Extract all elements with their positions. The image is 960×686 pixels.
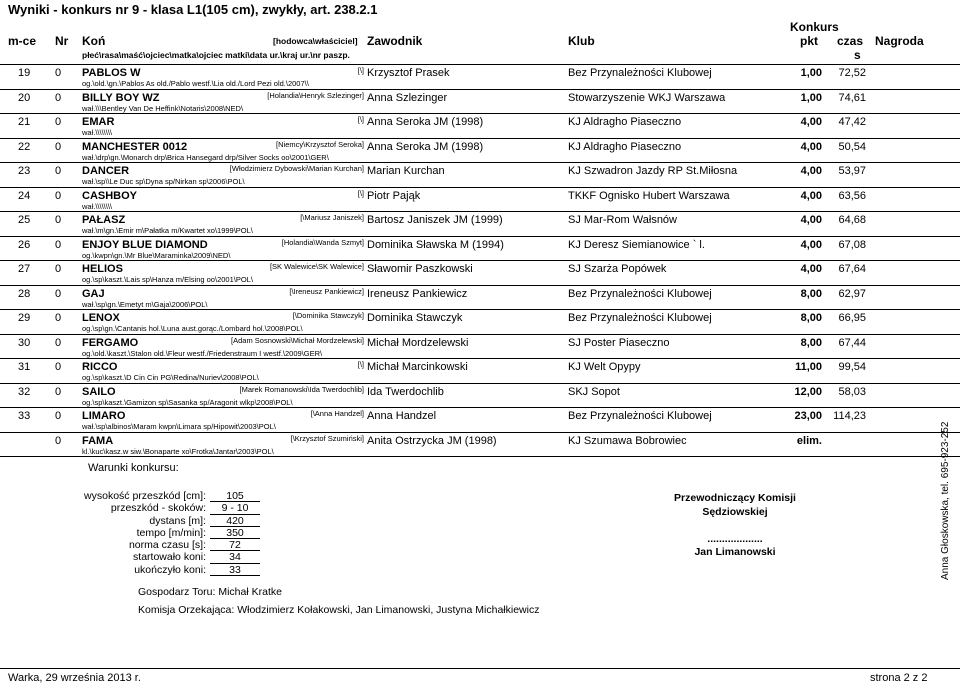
condition-row — [80, 551, 340, 563]
jury-title-line1: Przewodniczący Komisji — [674, 492, 796, 504]
condition-value: 72 — [210, 539, 260, 551]
result-nr: 0 — [55, 434, 62, 447]
result-time: 74,61 — [838, 91, 866, 104]
result-points: 4,00 — [800, 214, 822, 226]
club-name: Bez Przynależności Klubowej — [568, 410, 712, 422]
result-nr: 0 — [55, 238, 62, 251]
club-name: Bez Przynależności Klubowej — [568, 287, 712, 300]
table-row — [0, 433, 960, 458]
horse-owner: [\] — [357, 360, 364, 369]
table-row — [0, 310, 960, 335]
result-nr: 0 — [55, 263, 62, 275]
result-nr: 0 — [55, 410, 62, 422]
club-name: KJ Welt Opypy — [568, 361, 641, 373]
horse-owner: [\Krzysztof Szumiński] — [290, 433, 364, 443]
rider-name: Piotr Pająk — [367, 189, 421, 202]
header-rider: Zawodnik — [367, 34, 423, 48]
result-time: 62,97 — [838, 287, 866, 300]
footer-divider — [0, 668, 960, 669]
horse-owner: [Holandia\Wanda Szmyt] — [281, 237, 364, 247]
result-points: 8,00 — [800, 336, 822, 349]
result-nr: 0 — [55, 189, 62, 202]
condition-value: 350 — [210, 527, 260, 539]
horse-pedigree: kl.\kuc\kasz.w siw.\Bonaparte xo\Frotka\Jantar\2003\POL\ — [82, 446, 274, 456]
rider-name: Anna Szlezinger — [367, 91, 448, 104]
result-place: 32 — [18, 385, 31, 398]
result-place: 27 — [18, 263, 31, 275]
horse-owner: [Niemcy\Krzysztof Seroka] — [276, 139, 364, 149]
header-horse-sub: płeć\rasa\maść\ojciec\matka\ojciec matki\data ur.\kraj ur.\nr paszp. — [82, 50, 350, 60]
horse-pedigree: og.\old.\gn.\Pablos As old./Pablo westf.\Lia old./Lord Pezi old.\2007\\ — [82, 79, 309, 88]
result-place: 31 — [18, 361, 31, 373]
horse-name: LENOX — [82, 312, 120, 324]
table-row — [0, 261, 960, 286]
rider-name: Dominika Stawczyk — [367, 312, 463, 324]
result-nr: 0 — [55, 140, 62, 153]
result-place: 19 — [18, 67, 31, 79]
club-name: Stowarzyszenie WKJ Warszawa — [568, 91, 726, 104]
horse-name: MANCHESTER 0012 — [82, 140, 188, 153]
horse-pedigree: wał.\drp\gn.\Monarch drp\Brica Hansegard drp/Silver Socks oo\2001\GER\ — [82, 152, 329, 162]
club-name: Bez Przynależności Klubowej — [568, 67, 712, 79]
result-place: 29 — [18, 312, 31, 324]
horse-pedigree: wał.\sp\gn.\Emetyt m\Gaja\2006\POL\ — [82, 299, 208, 309]
table-row — [0, 359, 960, 384]
club-name: SKJ Sopot — [568, 385, 620, 398]
rider-name: Bartosz Janiszek JM (1999) — [367, 214, 503, 226]
header-seconds: s — [854, 48, 861, 62]
horse-owner: [\Anna Handzel] — [310, 409, 364, 418]
result-time: 67,64 — [838, 263, 866, 275]
horse-name: GAJ — [82, 287, 105, 300]
condition-row — [80, 527, 340, 539]
judging-committee: Komisja Orzekająca: Włodzimierz Kołakowski, Jan Limanowski, Justyna Michałkiewicz — [138, 604, 540, 616]
result-time: 58,03 — [838, 385, 866, 398]
header-place: m-ce — [8, 34, 37, 48]
condition-label: norma czasu [s]: — [128, 539, 206, 552]
result-time: 114,23 — [833, 410, 866, 422]
condition-label: dystans [m]: — [149, 514, 206, 527]
condition-value: 9 - 10 — [210, 502, 260, 514]
header-horse: Koń — [82, 34, 106, 48]
club-name: KJ Deresz Siemianowice ` l. — [568, 238, 705, 251]
horse-owner: [\Ireneusz Pankiewicz] — [289, 286, 364, 296]
rider-name: Michał Marcinkowski — [367, 361, 468, 373]
horse-name: PABLOS W — [82, 67, 141, 79]
condition-row — [80, 490, 340, 502]
rider-name: Krzysztof Prasek — [367, 67, 450, 79]
result-time: 67,44 — [838, 336, 866, 349]
result-nr: 0 — [55, 214, 62, 226]
condition-row — [80, 564, 340, 576]
table-row — [0, 188, 960, 213]
condition-row — [80, 502, 340, 514]
side-stamp: Anna Głoskowska, tel. 695-923-252 — [940, 421, 951, 580]
club-name: SJ Mar-Rom Wałsnów — [568, 214, 677, 226]
horse-pedigree: og.\sp\kaszt.\D Cin Cin PG\Redina/Nuriev\2008\POL\ — [82, 373, 259, 382]
horse-name: DANCER — [82, 165, 130, 177]
club-name: Bez Przynależności Klubowej — [568, 312, 712, 324]
result-place: 28 — [18, 287, 31, 300]
condition-label: wysokość przeszkód [cm]: — [84, 490, 206, 502]
horse-pedigree: wał.\\\\\\\\ — [82, 128, 113, 137]
result-points: 4,00 — [800, 116, 822, 128]
club-name: KJ Aldragho Piaseczno — [568, 116, 682, 128]
result-place: 33 — [18, 410, 31, 422]
rider-name: Anna Handzel — [367, 410, 437, 422]
horse-pedigree: wał.\sp\albinos\Maram kwpn\Limara sp/Hipowit\2003\POL\ — [82, 422, 276, 431]
horse-pedigree: og.\sp\kaszt.\Gamizon sp\Sasanka sp/Aragonit wlkp\2008\POL\ — [82, 397, 293, 407]
club-name: KJ Aldragho Piaseczno — [568, 140, 682, 153]
result-nr: 0 — [55, 312, 62, 324]
result-time: 64,68 — [838, 214, 866, 226]
condition-value: 105 — [210, 490, 260, 502]
table-row — [0, 163, 960, 188]
result-place: 20 — [18, 91, 31, 104]
result-place: 22 — [18, 140, 31, 153]
horse-owner: [SK Walewice\SK Walewice] — [269, 262, 364, 271]
horse-pedigree: og.\kwpn\gn.\Mr Blue\Maraminka\2009\NED\ — [82, 250, 231, 260]
result-nr: 0 — [55, 361, 62, 373]
club-name: KJ Szwadron Jazdy RP St.Miłosna — [568, 165, 738, 177]
horse-owner: [Włodzimierz Dybowski\Marian Kurchan] — [229, 164, 364, 173]
rider-name: Ida Twerdochlib — [367, 385, 444, 398]
result-nr: 0 — [55, 165, 62, 177]
club-name: TKKF Ognisko Hubert Warszawa — [568, 189, 730, 202]
horse-name: FAMA — [82, 434, 114, 447]
result-place: 23 — [18, 165, 31, 177]
condition-row — [80, 539, 340, 551]
rider-name: Dominika Sławska M (1994) — [367, 238, 504, 251]
result-time: 63,56 — [838, 189, 866, 202]
table-row — [0, 335, 960, 360]
result-nr: 0 — [55, 287, 62, 300]
horse-owner: [\] — [357, 188, 364, 198]
header-pts: pkt — [800, 34, 818, 48]
horse-name: HELIOS — [82, 263, 123, 275]
result-points: 1,00 — [800, 91, 822, 104]
club-name: SJ Szarża Popówek — [568, 263, 667, 275]
header-time: czas — [837, 34, 864, 48]
result-nr: 0 — [55, 116, 62, 128]
horse-owner: [\Mariusz Janiszek] — [300, 213, 364, 222]
horse-pedigree: wał.\\\Bentley Van De Heffink\Notaris\2008\NED\ — [82, 103, 244, 113]
condition-row — [80, 515, 340, 527]
result-points: 8,00 — [800, 312, 822, 324]
header-nr: Nr — [55, 34, 69, 48]
result-points: 11,00 — [795, 361, 822, 373]
footer-place-date: Warka, 29 września 2013 r. — [8, 672, 141, 684]
horse-pedigree: og.\sp\kaszt.\Lais sp\Hanza m/Elsing oo\2001\POL\ — [82, 275, 253, 284]
header-konkurs: Konkurs — [790, 20, 839, 34]
table-row — [0, 408, 960, 433]
result-points: 4,00 — [800, 140, 822, 153]
table-row — [0, 237, 960, 262]
club-name: KJ Szumawa Bobrowiec — [568, 434, 687, 447]
result-place: 24 — [18, 189, 31, 202]
horse-owner: [\] — [357, 115, 364, 124]
club-name: SJ Poster Piaseczno — [568, 336, 670, 349]
header-owner: [hodowca\właściciel] — [273, 36, 358, 46]
result-time: 47,42 — [838, 116, 866, 128]
horse-owner: [Adam Sosnowski\Michał Mordzelewski] — [231, 335, 364, 345]
horse-owner: [Marek Romanowski\Ida Twerdochlib] — [239, 384, 364, 394]
result-points: 12,00 — [794, 385, 822, 398]
condition-label: tempo [m/min]: — [136, 526, 206, 539]
header-club: Klub — [568, 34, 595, 48]
result-points: 1,00 — [800, 67, 822, 79]
horse-name: LIMARO — [82, 410, 126, 422]
rider-name: Sławomir Paszkowski — [367, 263, 473, 275]
jury-title-line2: Sędziowskiej — [702, 505, 768, 518]
result-points: elim. — [796, 434, 822, 447]
result-points: 4,00 — [800, 189, 822, 202]
result-points: 8,00 — [800, 287, 822, 300]
rider-name: Marian Kurchan — [367, 165, 445, 177]
rider-name: Anita Ostrzycka JM (1998) — [367, 434, 497, 447]
horse-owner: [\] — [357, 66, 364, 75]
result-time: 72,52 — [838, 67, 866, 79]
horse-pedigree: wał.\sp\\Le Duc sp\Dyna sp/Nirkan sp\2006\POL\ — [82, 177, 245, 186]
jury-name: Jan Limanowski — [694, 546, 776, 558]
horse-name: SAILO — [82, 385, 116, 398]
condition-label: ukończyło koni: — [134, 563, 206, 576]
horse-name: EMAR — [82, 116, 115, 128]
horse-owner: [\Dominika Stawczyk] — [292, 311, 364, 320]
result-time: 50,54 — [838, 140, 866, 153]
conditions-table — [80, 490, 340, 576]
result-points: 4,00 — [800, 238, 822, 251]
rider-name: Ireneusz Pankiewicz — [367, 287, 468, 300]
horse-pedigree: wał.\\\\\\\\ — [82, 201, 113, 211]
result-nr: 0 — [55, 385, 62, 398]
result-time: 99,54 — [838, 361, 866, 373]
condition-value: 33 — [210, 564, 260, 576]
horse-name: ENJOY BLUE DIAMOND — [82, 238, 208, 251]
jury-blank-line — [660, 519, 810, 533]
horse-name: CASHBOY — [82, 189, 138, 202]
table-row — [0, 384, 960, 409]
result-points: 4,00 — [800, 263, 822, 275]
condition-label: startowało koni: — [133, 551, 206, 564]
result-place: 21 — [18, 116, 31, 128]
jury-signature-dots: ................... — [707, 532, 763, 545]
table-row — [0, 90, 960, 115]
result-points: 23,00 — [794, 410, 822, 422]
horse-pedigree: wał.\m\gn.\Emir m\Pałatka m/Kwartet xo\1999\POL\ — [82, 226, 253, 235]
rider-name: Anna Seroka JM (1998) — [367, 116, 484, 128]
rider-name: Michał Mordzelewski — [367, 336, 469, 349]
table-row — [0, 65, 960, 90]
horse-pedigree: og.\old.\kaszt.\Stalon old.\Fleur westf./Friedenstraum I westf.\2009\GER\ — [82, 348, 323, 358]
rider-name: Anna Seroka JM (1998) — [367, 140, 484, 153]
result-nr: 0 — [55, 67, 62, 79]
result-place: 30 — [18, 336, 31, 349]
jury-signature-box — [660, 492, 810, 560]
horse-name: BILLY BOY WZ — [82, 91, 160, 104]
results-table — [0, 65, 960, 457]
result-time: 66,95 — [838, 312, 866, 324]
table-row — [0, 212, 960, 237]
condition-value: 34 — [210, 551, 260, 563]
horse-pedigree: og.\sp\gn.\Cantanis hol.\Luna aust.gorąc./Lombard hol.\2008\POL\ — [82, 324, 303, 333]
result-points: 4,00 — [800, 165, 822, 177]
result-time: 53,97 — [838, 165, 866, 177]
table-row — [0, 286, 960, 311]
page-title: Wyniki - konkurs nr 9 - klasa L1(105 cm), zwykły, art. 238.2.1 — [8, 2, 378, 17]
table-row — [0, 139, 960, 164]
result-nr: 0 — [55, 336, 62, 349]
header-prize: Nagroda — [875, 34, 924, 48]
result-place: 25 — [18, 214, 31, 226]
horse-name: PAŁASZ — [82, 214, 126, 226]
result-time: 67,08 — [838, 238, 866, 251]
horse-name: FERGAMO — [82, 336, 139, 349]
result-nr: 0 — [55, 91, 62, 104]
footer-page-number: strona 2 z 2 — [870, 672, 928, 684]
result-place: 26 — [18, 238, 31, 251]
condition-label: przeszkód - skoków: — [110, 502, 206, 515]
horse-owner: [Holandia\Henryk Szlezinger] — [267, 90, 364, 100]
course-designer: Gospodarz Toru: Michał Kratke — [138, 586, 282, 598]
condition-value: 420 — [210, 515, 260, 527]
conditions-label: Warunki konkursu: — [88, 462, 179, 474]
horse-name: RICCO — [82, 361, 118, 373]
table-row — [0, 114, 960, 139]
